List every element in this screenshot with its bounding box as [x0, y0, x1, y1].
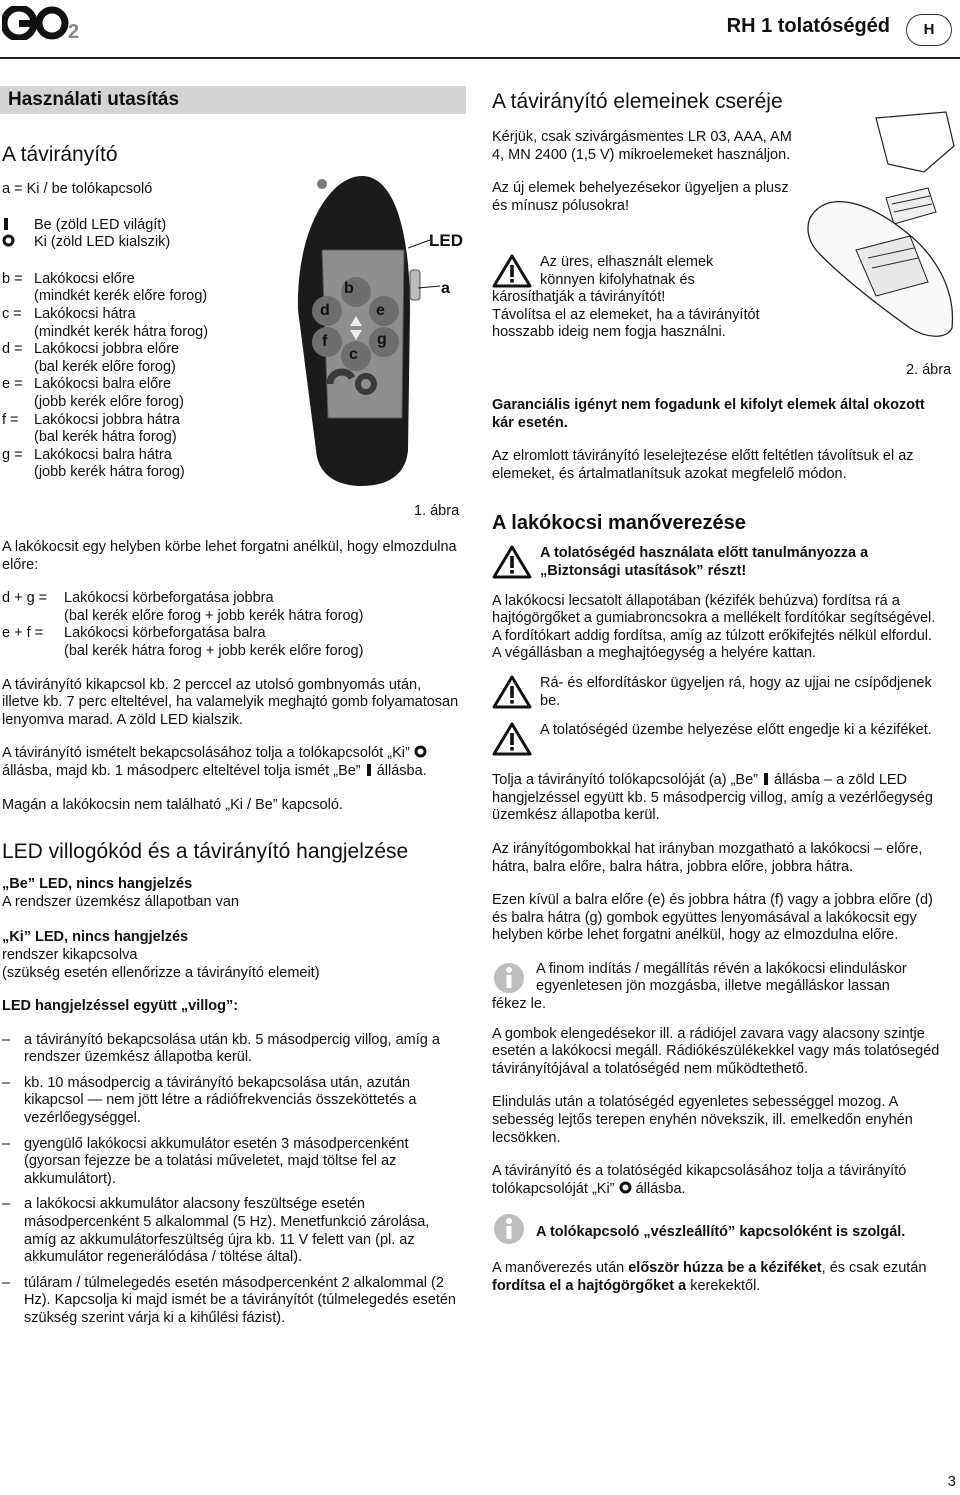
section-title-bar: [0, 86, 466, 114]
fig1-caption: 1. ábra: [414, 503, 460, 519]
no-switch-note: Magán a lakókocsin nem található „Ki / Be” kapcsoló.: [2, 796, 343, 813]
release-text: A gombok elengedésekor ill. a rádiójel zavara vagy alacsony szintje esetén a lakókocsi megáll. Rádiókészülékekkel vagy más tolatósegéd távirányítójával a tolatóségéd nem működtethető.: [492, 1025, 940, 1077]
rotate-left: e + f = Lakókocsi körbeforgatása balra (bal kerék hátra forog + jobb kerék előre forog): [2, 625, 364, 659]
list-item: – gyengülő lakókocsi akkumulátor esetén 3 másodpercenként (gyorsan fejezze be a tolatási műveletet, majd töltse fel az akkumulátort).: [2, 1135, 409, 1187]
on-bar-icon: [764, 773, 768, 785]
list-item: – a lakókocsi akkumulátor alacsony feszültsége esetén másodpercenként 5 alkalommal (5 Hz). Menetfunkció zárolása, amíg az akkumulátorfeszültség újra kb. 11 V felett van (pl. az akkumulátor regenerálódása / töltése által).: [2, 1196, 430, 1266]
legend-d: d = Lakókocsi jobbra előre (bal kerék előre forog): [2, 341, 180, 375]
info-icon: [492, 1212, 536, 1246]
legend-f: f = Lakókocsi jobbra hátra (bal kerék hátra forog): [2, 411, 180, 446]
section-title: Használati utasítás: [8, 89, 180, 110]
fig2-caption: 2. ábra: [906, 362, 952, 378]
pinch-warning: Rá- és elfordításkor ügyeljen rá, hogy az ujjai ne csípődjenek be.: [492, 675, 942, 710]
battery-paragraphs: [492, 129, 792, 215]
header-divider: [0, 57, 960, 59]
switch-pointer-line: [418, 284, 442, 290]
rotate-intro: A lakókocsit egy helyben körbe lehet forgatni anélkül, hogy elmozdulna előre:: [2, 539, 457, 573]
disposal-text: Az elromlott távirányító leselejtezése előtt feltétlen távolítsuk el az elemeket, és ártalmatlanítsuk azokat megfelelő módon.: [492, 448, 914, 482]
battery-type-text: Kérjük, csak szivárgásmentes LR 03, AAA, AM 4, MN 2400 (1,5 V) mikroelemeket használjon.: [492, 129, 792, 163]
page-header-title: RH 1 tolatóségéd: [726, 15, 890, 37]
ki-led-text: rendszer kikapcsolva: [2, 946, 138, 963]
fig1-led-label: LED: [429, 231, 463, 250]
rotate-right: d + g = Lakókocsi körbeforgatása jobbra (bal kerék előre forog + jobb kerék hátra forog): [2, 590, 364, 624]
emergency-info: A tolókapcsoló „vészleállító” kapcsolóként is szolgál.: [492, 1212, 942, 1246]
warning-icon: [492, 545, 536, 580]
list-item: – túláram / túlmelegedés esetén másodpercenként 2 alkalommal (2 Hz). Kapcsolja ki majd ismét be a távirányítót (túlmelegedés esetén szükség szerint várja ki a kihűlési fázist).: [2, 1274, 456, 1326]
left-body: [2, 539, 462, 1336]
remote-button-b-label: b: [344, 280, 354, 297]
legend-b: b = Lakókocsi előre (mindkét kerék előre forog): [2, 270, 208, 305]
legend-c: c = Lakókocsi hátra (mindkét kerék hátra forog): [2, 305, 209, 340]
legend-ki: Ki (zöld LED kialszik): [2, 234, 282, 253]
svg-text:2: 2: [68, 21, 80, 40]
warning-icon: [492, 675, 536, 710]
led-code-heading: LED villogókód és a távirányító hangjelzése: [2, 840, 409, 864]
uncoupled-text: A lakókocsi lecsatolt állapotában (kézifék behúzva) fordítsa rá a hajtógörgőket a gumiabroncsokra a mellékelt fordítókar segítségével. A fordítókart addig fordítsa, amíg az túlzott erőkifejtés nélkül elfordul. A végállásban a meghajtóegység a helyére kattan.: [492, 592, 936, 662]
switch-on-text: Tolja a távirányító tolókapcsolóját (a) „Be” állásba – a zöld LED hangjelzéssel együtt kb. 5 másodpercig villog, amíg a vezérlőegység üzemkész állapotba kerül.: [492, 772, 933, 824]
warranty-note: Garanciális igényt nem fogadunk el kifolyt elemek által okozott kár esetén.: [492, 397, 925, 431]
battery-illustration: [806, 108, 958, 348]
be-led-text: A rendszer üzemkész állapotban van: [2, 893, 239, 910]
list-item: – a távirányító bekapcsolása után kb. 5 másodpercig villog, amíg a rendszer üzemkész állapotba kerül.: [2, 1031, 440, 1066]
legend-g: g = Lakókocsi balra hátra (jobb kerék hátra forog): [2, 446, 185, 481]
remote-button-e-label: e: [376, 302, 385, 319]
battery-warning: Az üres, elhasznált elemek könnyen kifolyhatnak és károsíthatják a távirányítót! Távolítsa el az elemeket, ha a távirányítót hosszabb ideig nem fogja használni.: [492, 254, 760, 341]
combo-text: Ezen kívül a balra előre (e) és jobbra hátra (f) vagy a jobbra előre (d) és balra hátra (g) gombok együttes lenyomásával a lakókocsit egy helyben körbe lehet forgatni anélkül, hogy az elmozdulna előre.: [492, 892, 933, 944]
page-number: 3: [947, 1473, 956, 1491]
safety-warning: A tolatóségéd használata előtt tanulmányozza a „Biztonsági utasítások” részt!: [492, 545, 942, 580]
info-icon: [492, 961, 536, 996]
reactivate-text: A távirányító ismételt bekapcsolásához tolja a tolókapcsolót „Ki” állásba, majd kb. 1 másodperc elteltével tolja ismét „Be” állásba.: [2, 745, 427, 779]
brand-logo: [2, 6, 88, 40]
remote-illustration: [292, 170, 442, 490]
ki-led-heading: „Ki” LED, nincs hangjelzés: [2, 929, 189, 946]
warning-icon: [492, 254, 536, 289]
brake-warning: A tolatóségéd üzembe helyezése előtt engedje ki a kéziféket.: [492, 722, 942, 756]
remote-button-d-label: d: [320, 302, 330, 319]
on-bar-icon: [2, 217, 34, 235]
remote-button-f-label: f: [322, 333, 328, 350]
be-led-heading: „Be” LED, nincs hangjelzés: [2, 876, 193, 893]
legend-be: Be (zöld LED világít): [2, 217, 282, 235]
switch-off-text: A távirányító és a tolatóségéd kikapcsolásához tolja a távirányító tolókapcsolóját „Ki” állásba.: [492, 1163, 907, 1197]
directions-text: Az irányítógombokkal hat irányban mozgatható a lakókocsi – előre, hátra, balra előre, balra hátra, jobbra előre, jobbra hátra.: [492, 840, 923, 875]
remote-legend: [2, 181, 282, 482]
fig1-switch-label: a: [441, 280, 450, 297]
legend-e: e = Lakókocsi balra előre (jobb kerék előre forog): [2, 376, 184, 410]
language-badge: H: [906, 14, 952, 46]
on-bar-icon: [367, 764, 371, 776]
remote-button-g-label: g: [377, 331, 387, 348]
auto-off-text: A távirányító kikapcsol kb. 2 perccel az utolsó gombnyomás után, illetve kb. 7 perc elteltével, ha valamelyik meghajtó gomb folyamatosan lenyomva marad. A zöld LED kialszik.: [2, 676, 459, 728]
off-ring-icon: [619, 1181, 632, 1194]
speed-text: Elindulás után a tolatóségéd egyenletes sebességgel mozog. A sebesség lejtős terepen enyhén növekszik, ill. emelkedőn enyhén lecsökken.: [492, 1094, 913, 1146]
off-ring-icon: [414, 745, 427, 758]
blink-heading: LED hangjelzéssel együtt „villog”:: [2, 998, 239, 1015]
remote-heading: A távirányító: [2, 143, 118, 166]
warning-icon: [492, 722, 536, 756]
led-pointer-line: [408, 238, 432, 250]
ki-led-note: (szükség esetén ellenőrizze a távirányító elemeit): [2, 964, 320, 981]
final-text: A manőverezés után először húzza be a kéziféket, és csak ezután fordítsa el a hajtógörgőket a kerekektől.: [492, 1260, 927, 1294]
battery-polarity-text: Az új elemek behelyezésekor ügyeljen a plusz és mínusz pólusokra!: [492, 180, 789, 214]
maneuver-heading: A lakókocsi manőverezése: [492, 512, 746, 535]
list-item: – kb. 10 másodpercig a távirányító bekapcsolása után, azután kikapcsol — nem jött létre a rádiófrekvenciás összeköttetés a vezérlőegységgel.: [2, 1074, 417, 1127]
off-ring-icon: [2, 234, 34, 253]
right-body: [492, 397, 942, 1296]
remote-button-c-label: c: [349, 346, 358, 363]
soft-start-info: A finom indítás / megállítás révén a lakókocsi elinduláskor egyenletesen jön mozgásba, illetve megálláskor lassan fékez le.: [492, 960, 907, 1013]
battery-heading: A távirányító elemeinek cseréje: [492, 90, 783, 113]
legend-a: a = Ki / be tolókapcsoló: [2, 181, 153, 197]
